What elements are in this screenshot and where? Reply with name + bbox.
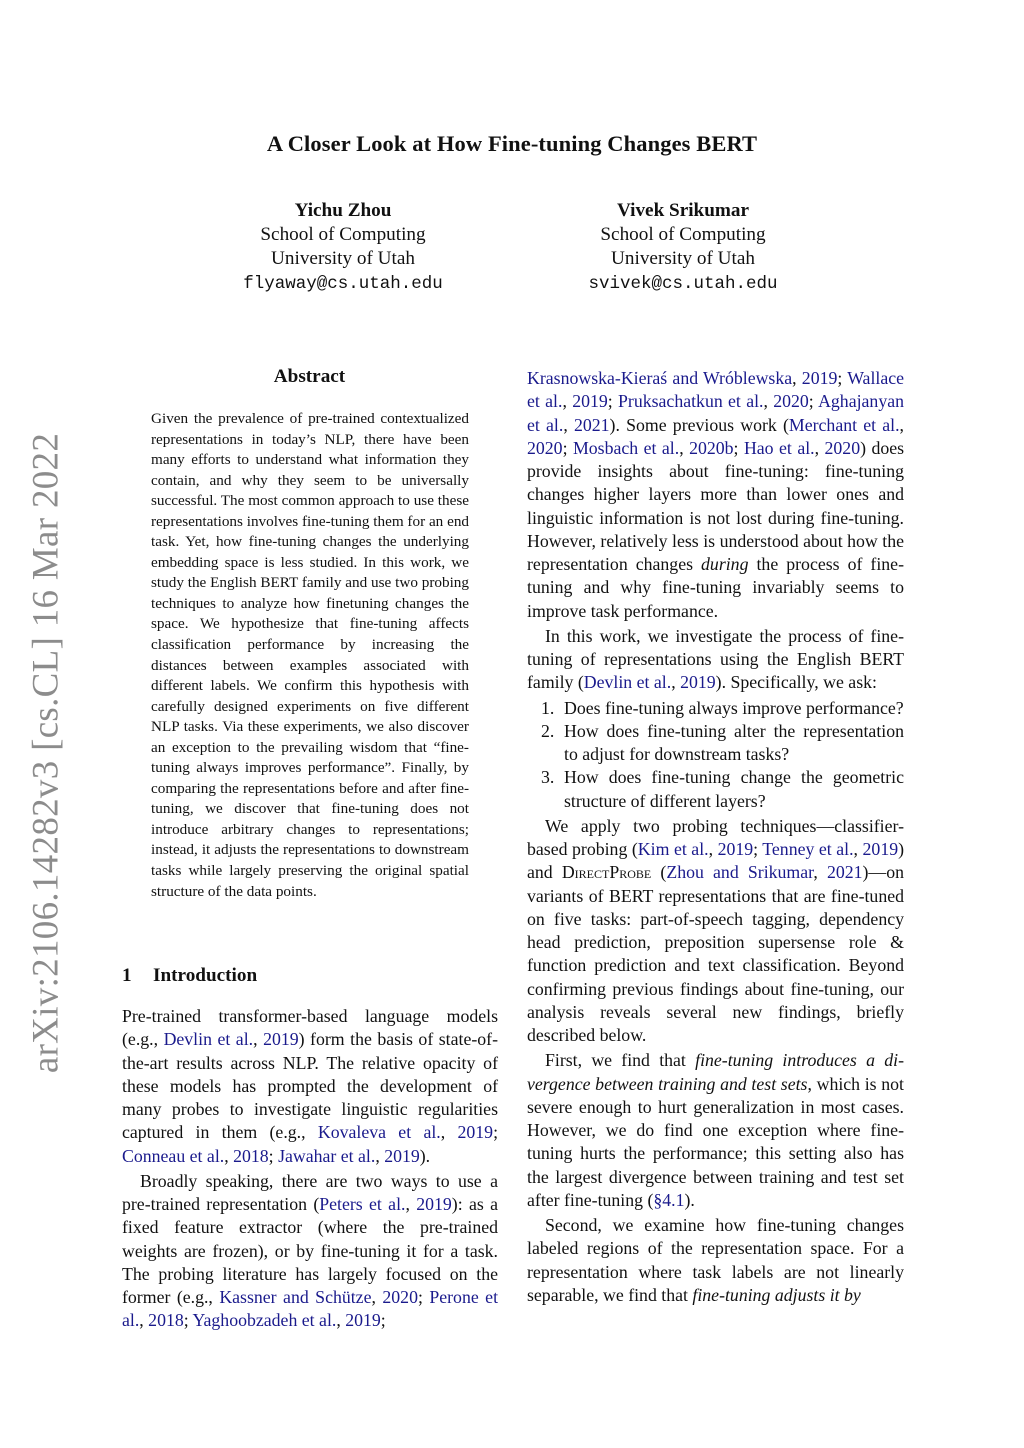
citation-link[interactable]: 2019 — [862, 839, 899, 859]
method-name: DirectProbe — [561, 862, 652, 883]
right-paragraph-2: In this work, we investigate the process of finetuning of representations using the English BERT family (Devlin et al., 2019). Specifically, we ask: — [527, 625, 904, 693]
author-school: School of Computing — [260, 224, 426, 246]
citation-link[interactable]: Kovaleva et al. — [317, 1122, 441, 1143]
citation-link[interactable]: 2018 — [233, 1145, 269, 1166]
citation-link[interactable]: Devlin et al. — [163, 1029, 254, 1050]
author-school: School of Computing — [600, 224, 766, 246]
citation-link[interactable]: 2019 — [263, 1029, 299, 1050]
emphasis: fine-tuning introduces a divergence between training and test sets — [527, 1050, 904, 1094]
list-item — [527, 697, 904, 720]
citation-link[interactable]: Jawahar et al. — [278, 1145, 376, 1166]
citation-link[interactable]: 2018 — [148, 1310, 184, 1331]
citation-link[interactable]: 2019 — [345, 1310, 381, 1331]
citation-link[interactable]: 2021 — [573, 414, 610, 435]
right-column-body — [527, 367, 904, 1307]
emphasis: fine-tuning adjusts it by — [692, 1284, 861, 1305]
citation-link[interactable]: Pruksachatkun et al. — [618, 391, 764, 412]
citation-link[interactable]: Mosbach et al. — [572, 437, 680, 458]
citation-link[interactable]: 2019 — [680, 672, 716, 693]
arxiv-side-label: arXiv:2106.14282v3 [cs.CL] 16 Mar 2022 — [25, 432, 67, 1073]
citation-link[interactable]: Aghajanyan et al. — [527, 391, 904, 435]
list-item — [527, 766, 904, 813]
citation-link[interactable]: 2021 — [826, 862, 863, 883]
left-column-body — [122, 1005, 498, 1333]
citation-link[interactable]: 2020b — [689, 437, 734, 458]
right-paragraph-4: First, we find that fine-tuning introduces a divergence between training and test sets, which is not severe enough to hurt generalization in most cases. However, we do find one exception where fine-tuning hurts the performance; this setting also has the largest divergence between training and test set after fine-tuning (§4.1). — [527, 1050, 904, 1210]
author-university: University of Utah — [271, 248, 415, 270]
citation-link[interactable]: Kassner and Schütze — [219, 1287, 372, 1307]
list-item-number: 1. — [541, 697, 555, 718]
intro-paragraph-2: Broadly speaking, there are two ways to use a pre-trained representation (Peters et al., 2019): as a fixed feature extractor (where the pre-trained weights are frozen), or by fine-tuning it for a task. The probing literature has largely focused on the former (e.g., Kassner and Schütze, 2020; Perone et al., 2018; Yaghoobzadeh et al., 2019; — [122, 1170, 499, 1331]
right-paragraph-3: We apply two probing techniques—classifier-based probing (Kim et al., 2019; Tenney et al., 2019) and DirectProbe (Zhou and Srikumar, 2021)—on variants of BERT representations that are fine-tuned on five tasks: part-of-speech tagging, dependency head prediction, preposition supersense role & function prediction and text classification. Beyond confirming previous findings about fine-tuning, our analysis reveals several new findings, briefly described below. — [527, 815, 905, 1045]
citation-link[interactable]: Devlin et al. — [583, 672, 672, 693]
abstract-text: Given the prevalence of pre-trained contextualized representations in today’s NLP, there have been many efforts to understand what information they contain, and why they seem to be universally successful. The most common approach to use these representations involves fine-tuning them for an end task. Yet, how fine-tuning changes the underlying embedding space is less studied. In this work, we study the English BERT family and use two probing techniques to analyze how finetuning changes the space. We hypothesize that fine-tuning affects classification performance by increasing the distances between examples associated with different labels. We confirm this hypothesis with carefully designed experiments on five different NLP tasks. Via these experiments, we also discover an exception to the prevailing wisdom that “fine-tuning always improves performance”. Finally, by comparing the representations before and after finetuning, we discover that fine-tuning does not introduce arbitrary changes to representations; instead, it adjusts the representations to downstream tasks while largely preserving the original spatial structure of the data points. — [151, 410, 470, 900]
citation-link[interactable]: Tenney et al. — [762, 839, 854, 859]
list-item-text: Does fine-tuning always improve performance? — [564, 697, 904, 718]
section-heading-introduction — [122, 965, 257, 987]
citation-link[interactable]: Conneau et al. — [122, 1145, 225, 1166]
section-reference-link[interactable]: §4.1 — [653, 1189, 685, 1210]
paper-title: A Closer Look at How Fine-tuning Changes BERT — [266, 131, 758, 156]
citation-link[interactable]: Kim et al. — [637, 839, 709, 859]
abstract-heading: Abstract — [273, 366, 346, 387]
author-block-2 — [513, 199, 853, 296]
right-paragraph-5: Second, we examine how fine-tuning changes labeled regions of the representation space. For a representation where task labels are not linearly separable, we find that fine-tuning adjusts it by — [527, 1215, 904, 1305]
author-block-1 — [173, 199, 513, 296]
citation-link[interactable]: Zhou and Srikumar — [666, 862, 814, 883]
list-item-text: How does fine-tuning change the geometric structure of different layers? — [564, 767, 904, 811]
intro-paragraph-1: Pre-trained transformer-based language models (e.g., Devlin et al., 2019) form the basis of state-of-the-art results across NLP. The relative opacity of these models has prompted the development of many probes to investigate linguistic regularities captured in them (e.g., Kovaleva et al., 2019; Conneau et al., 2018; Jawahar et al., 2019). — [122, 1006, 499, 1166]
citation-link[interactable]: 2019 — [717, 839, 754, 859]
section-title: Introduction — [153, 965, 258, 986]
author-name: Vivek Srikumar — [616, 200, 749, 221]
author-email: flyaway@cs.utah.edu — [243, 273, 443, 294]
citation-link[interactable]: Hao et al. — [743, 437, 815, 458]
citation-link[interactable]: 2019 — [801, 368, 838, 388]
list-item-text: How does fine-tuning alter the representation to adjust for downstream tasks? — [564, 720, 904, 764]
list-item — [527, 720, 904, 767]
author-name: Yichu Zhou — [294, 200, 392, 221]
citation-link[interactable]: 2020 — [382, 1287, 418, 1307]
section-number: 1 — [122, 965, 132, 986]
citation-link[interactable]: 2020 — [527, 437, 563, 458]
citation-link[interactable]: 2019 — [384, 1145, 420, 1166]
citation-link[interactable]: Yaghoobzadeh et al. — [192, 1310, 337, 1331]
list-item-number: 2. — [541, 720, 555, 741]
citation-link[interactable]: 2020 — [773, 391, 809, 412]
citation-link[interactable]: Krasnowska-Kieraś and Wróblewska — [527, 368, 793, 388]
citation-link[interactable]: Merchant et al. — [788, 414, 900, 435]
author-university: University of Utah — [611, 248, 755, 270]
research-questions-list — [527, 697, 904, 813]
right-paragraph-1: Krasnowska-Kieraś and Wróblewska, 2019; Wallace et al., 2019; Pruksachatkun et al., 2020; Aghajanyan et al., 2021). Some previous work (Merchant et al., 2020; Mosbach et al., 2020b; Hao et al., 2020) does provide insights about fine-tuning: fine-tuning changes higher layers more than lower ones and linguistic information is not lost during fine-tuning. However, relatively less is understood about how the representation changes during the process of fine-tuning and why fine-tuning invariably seems to improve task performance. — [527, 368, 905, 621]
citation-link[interactable]: 2020 — [824, 437, 861, 458]
citation-link[interactable]: Peters et al. — [319, 1194, 406, 1214]
citation-link[interactable]: 2019 — [572, 391, 608, 412]
emphasis: during — [701, 554, 749, 574]
citation-link[interactable]: 2019 — [457, 1122, 494, 1143]
citation-link[interactable]: Wallace et al. — [527, 368, 904, 412]
author-email: svivek@cs.utah.edu — [588, 273, 778, 294]
citation-link[interactable]: 2019 — [416, 1194, 452, 1214]
citation-link[interactable]: Perone et al. — [122, 1287, 499, 1331]
list-item-number: 3. — [541, 767, 555, 788]
